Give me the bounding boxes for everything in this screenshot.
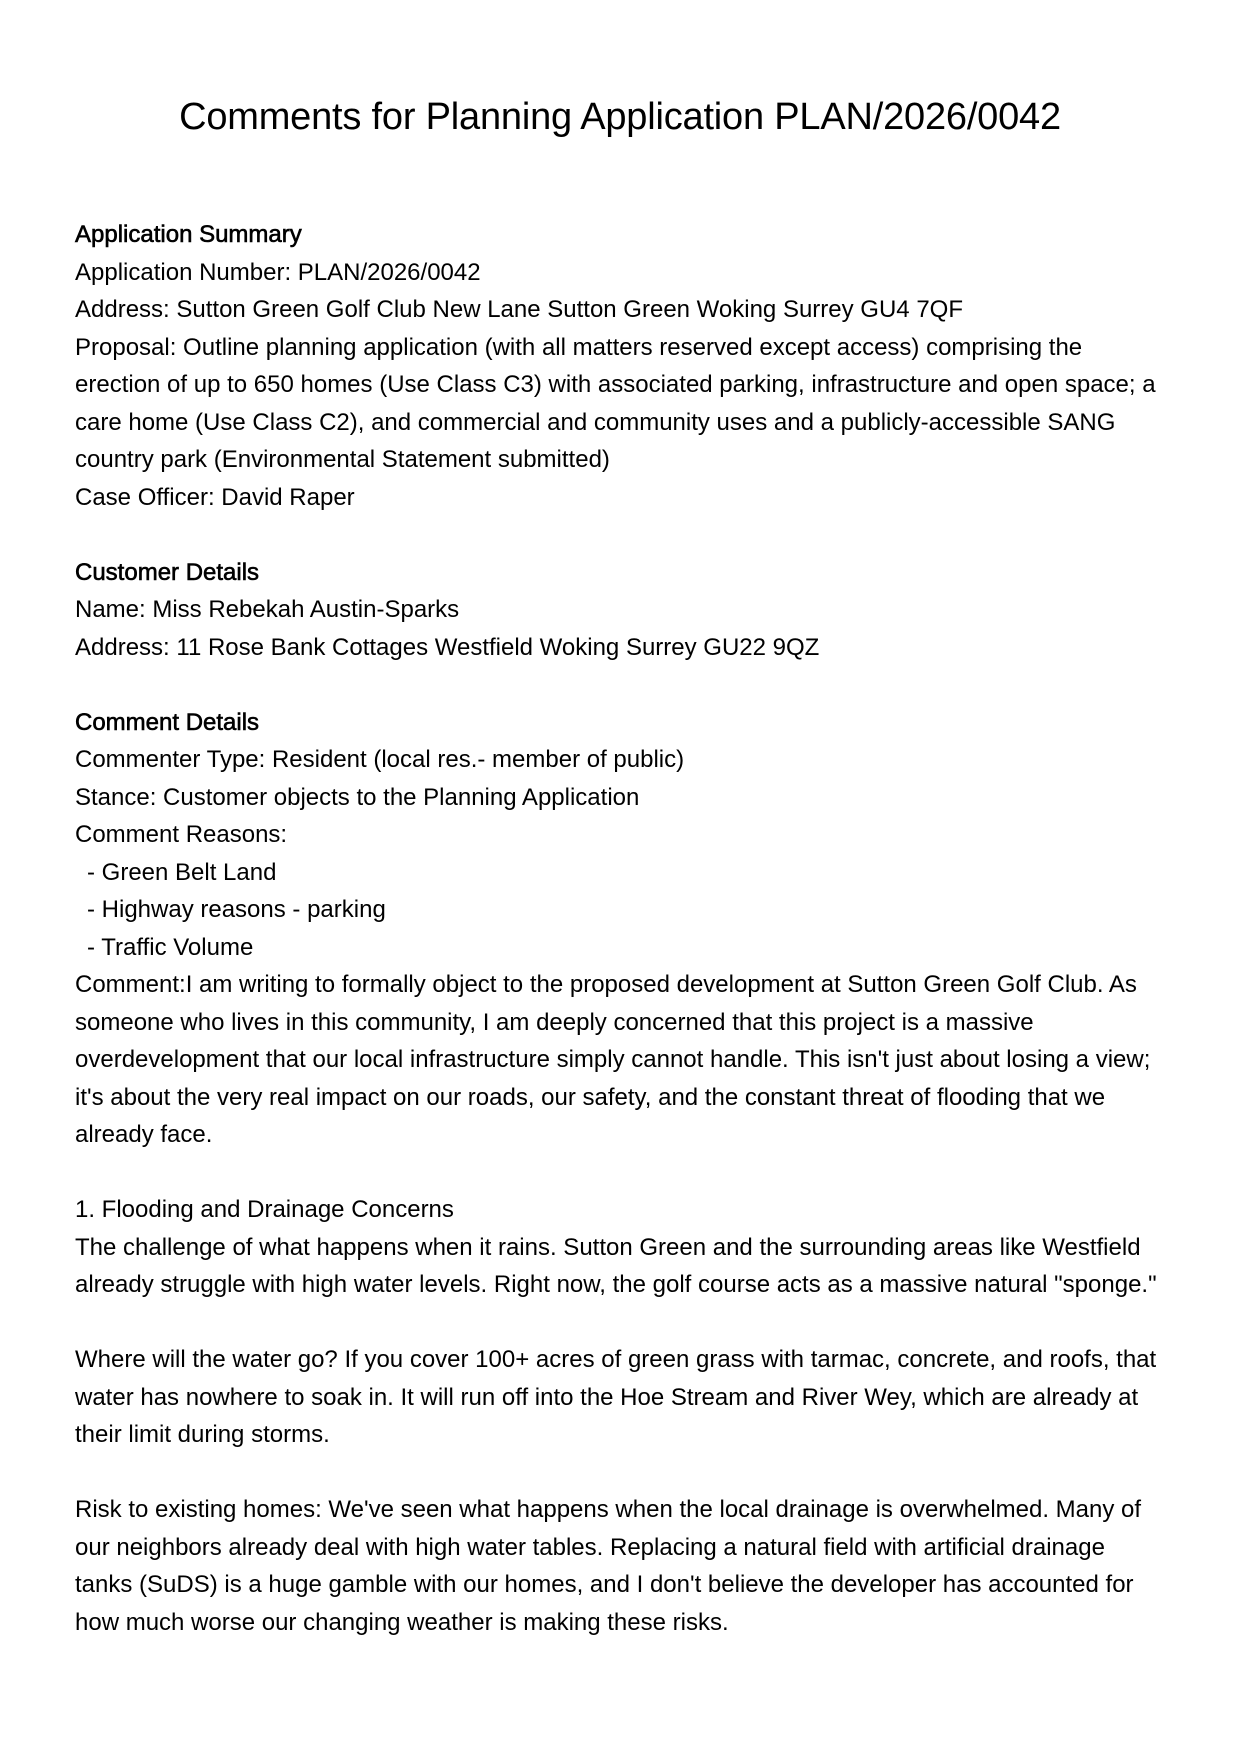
case-officer: Case Officer: David Raper (75, 483, 355, 511)
flooding-paragraph: Risk to existing homes: We've seen what happens when the local drainage is overwhelmed. Many of our neighbors already deal with high water tables. Replacing a natural field with artificial drainage tanks (SuDS) is a huge gamble with our homes, and I don't believe the developer has accounted for how much worse our changing weather is making these risks. (75, 1496, 1148, 1636)
customer-name: Name: Miss Rebekah Austin-Sparks (75, 596, 460, 623)
comment-reason-item: - Highway reasons - parking (87, 896, 386, 923)
comment-details-heading: Comment Details (75, 708, 260, 736)
customer-details-heading: Customer Details (75, 558, 260, 586)
comment-reasons-label: Comment Reasons: (75, 821, 288, 848)
page-title: Comments for Planning Application PLAN/2026/0042 (179, 96, 1061, 138)
document-body (75, 216, 1165, 1641)
paragraph-spacer (75, 1154, 1165, 1192)
flooding-paragraph: Where will the water go? If you cover 100+ acres of green grass with tarmac, concrete, and roofs, that water has nowhere to soak in. It will run off into the Hoe Stream and River Wey, which are already at their limit during storms. (75, 1346, 1163, 1448)
commenter-type: Commenter Type: Resident (local res.- member of public) (75, 746, 685, 773)
comment-reason-item: - Green Belt Land (87, 858, 277, 886)
comment-details-section (75, 704, 1165, 1642)
flooding-paragraph: The challenge of what happens when it rains. Sutton Green and the surrounding areas like Westfield already struggle with high water levels. Right now, the golf course acts as a massive natural "sponge." (75, 1233, 1157, 1298)
section-spacer (75, 516, 1165, 554)
paragraph-spacer (75, 1454, 1165, 1492)
customer-details-section (75, 554, 1165, 667)
comment-text: Comment:I am writing to formally object to the proposed development at Sutton Green Golf Club. As someone who lives in this community, I am deeply concerned that this project is a massive overdevelopment that our local infrastructure simply cannot handle. This isn't just about losing a view; it's about the very real impact on our roads, our safety, and the constant threat of flooding that we already face. (75, 971, 1158, 1148)
application-address: Address: Sutton Green Golf Club New Lane Sutton Green Woking Surrey GU4 7QF (75, 296, 963, 323)
application-proposal: Proposal: Outline planning application (with all matters reserved except access) comprising the erection of up to 650 homes (Use Class C3) with associated parking, infrastructure and open space; a care home (Use Class C2), and commercial and community uses and a publicly-accessible SANG country park (Environmental Statement submitted) (75, 333, 1163, 473)
application-summary-section (75, 216, 1165, 516)
customer-address: Address: 11 Rose Bank Cottages Westfield Woking Surrey GU22 9QZ (75, 633, 820, 661)
application-summary-heading: Application Summary (75, 221, 302, 248)
flooding-section-heading: 1. Flooding and Drainage Concerns (75, 1196, 454, 1223)
stance: Stance: Customer objects to the Planning Application (75, 783, 640, 811)
paragraph-spacer (75, 1304, 1165, 1342)
application-number: Application Number: PLAN/2026/0042 (75, 258, 481, 286)
comment-reason-item: - Traffic Volume (87, 933, 254, 961)
section-spacer (75, 666, 1165, 704)
